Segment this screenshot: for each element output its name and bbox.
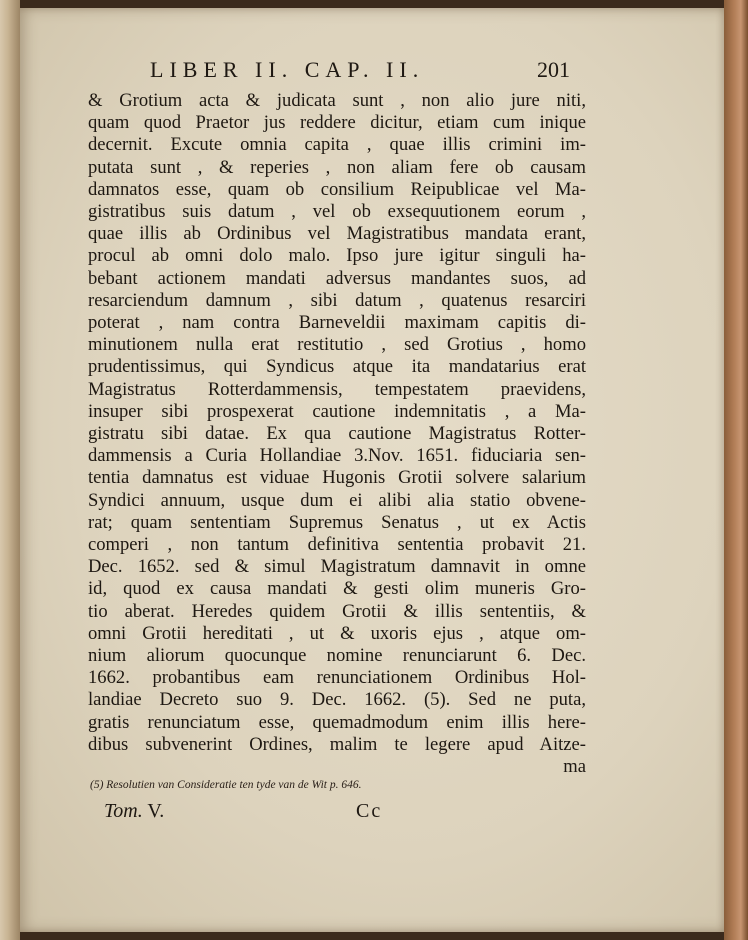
text-line: gistratu sibi datae. Ex qua cautione Magistratus Rotter-: [88, 423, 586, 444]
text-line: insuper sibi prospexerat cautione indemnitatis , a Ma-: [88, 400, 586, 422]
volume-mark: [104, 800, 164, 823]
volume-label: Tom.: [104, 800, 143, 822]
page-edge: [724, 0, 748, 940]
text-line: quam quod Praetor jus reddere dicitur, etiam cum inique: [88, 112, 586, 134]
text-line: bebant actionem mandati adversus mandantes suos, ad: [88, 267, 586, 289]
page-header: [150, 57, 570, 87]
text-line: omni Grotii hereditati , ut & uxoris ejus , atque om-: [88, 622, 586, 644]
footnote: (5) Resolutien van Consideratie ten tyde van de Wit p. 646.: [90, 779, 362, 791]
page-number: 201: [537, 57, 570, 82]
text-line: damnatos esse, quam ob consilium Reipublicae vel Ma-: [88, 178, 586, 200]
text-line: 1662. probantibus eam renunciationem Ordinibus Hol-: [88, 667, 586, 689]
book-binding: [0, 0, 20, 940]
text-line: tentia damnatus est viduae Hugonis Grotii solvere salarium: [88, 467, 586, 489]
text-line: landiae Decreto suo 9. Dec. 1662. (5). Sed ne puta,: [88, 689, 586, 711]
text-line: Syndici annuum, usque dum ei alibi alia statio obvene-: [88, 489, 586, 511]
text-line: dibus subvenerint Ordines, malim te legere apud Aitze-: [88, 733, 586, 755]
running-title: LIBER II. CAP. II.: [150, 57, 425, 82]
text-line: Magistratus Rotterdammensis, tempestatem praevidens,: [88, 378, 586, 400]
text-line: id, quod ex causa mandati & gesti olim muneris Gro-: [88, 578, 586, 600]
text-line: Dec. 1652. sed & simul Magistratum damnavit in omne: [88, 556, 586, 578]
text-line: procul ab omni dolo malo. Ipso jure igitur singuli ha-: [88, 245, 586, 267]
text-line: gratis renunciatum esse, quemadmodum enim illis here-: [88, 711, 586, 733]
text-line: poterat , nam contra Barneveldii maximam capitis di-: [88, 312, 586, 333]
text-line: nium aliorum quocunque nomine renunciarunt 6. Dec.: [88, 645, 586, 666]
text-line: quae illis ab Ordinibus vel Magistratibus mandata erant,: [88, 223, 586, 245]
text-line: gistratibus suis datum , vel ob exsequutionem eorum ,: [88, 201, 586, 222]
text-line: dammensis a Curia Hollandiae 3.Nov. 1651. fiduciaria sen-: [88, 445, 586, 467]
text-line: comperi , non tantum definitiva sententia probavit 21.: [88, 534, 586, 555]
signature-mark: Cc: [356, 800, 383, 822]
text-line: tio aberat. Heredes quidem Grotii & illis sententiis, &: [88, 600, 586, 622]
volume-number: V.: [147, 800, 165, 822]
text-line: prudentissimus, qui Syndicus atque ita mandatarius erat: [88, 356, 586, 378]
text-line: decernit. Excute omnia capita , quae illis crimini im-: [88, 134, 586, 156]
text-line: rat; quam sententiam Supremus Senatus , ut ex Actis: [88, 511, 586, 533]
text-line: putata sunt , & reperies , non aliam fere ob causam: [88, 156, 586, 178]
text-line: ma: [563, 756, 586, 777]
text-line: minutionem nulla erat restitutio , sed Grotius , homo: [88, 334, 586, 356]
text-line: & Grotium acta & judicata sunt , non alio jure niti,: [88, 90, 586, 111]
text-line: resarciendum damnum , sibi datum , quatenus resarciri: [88, 289, 586, 311]
